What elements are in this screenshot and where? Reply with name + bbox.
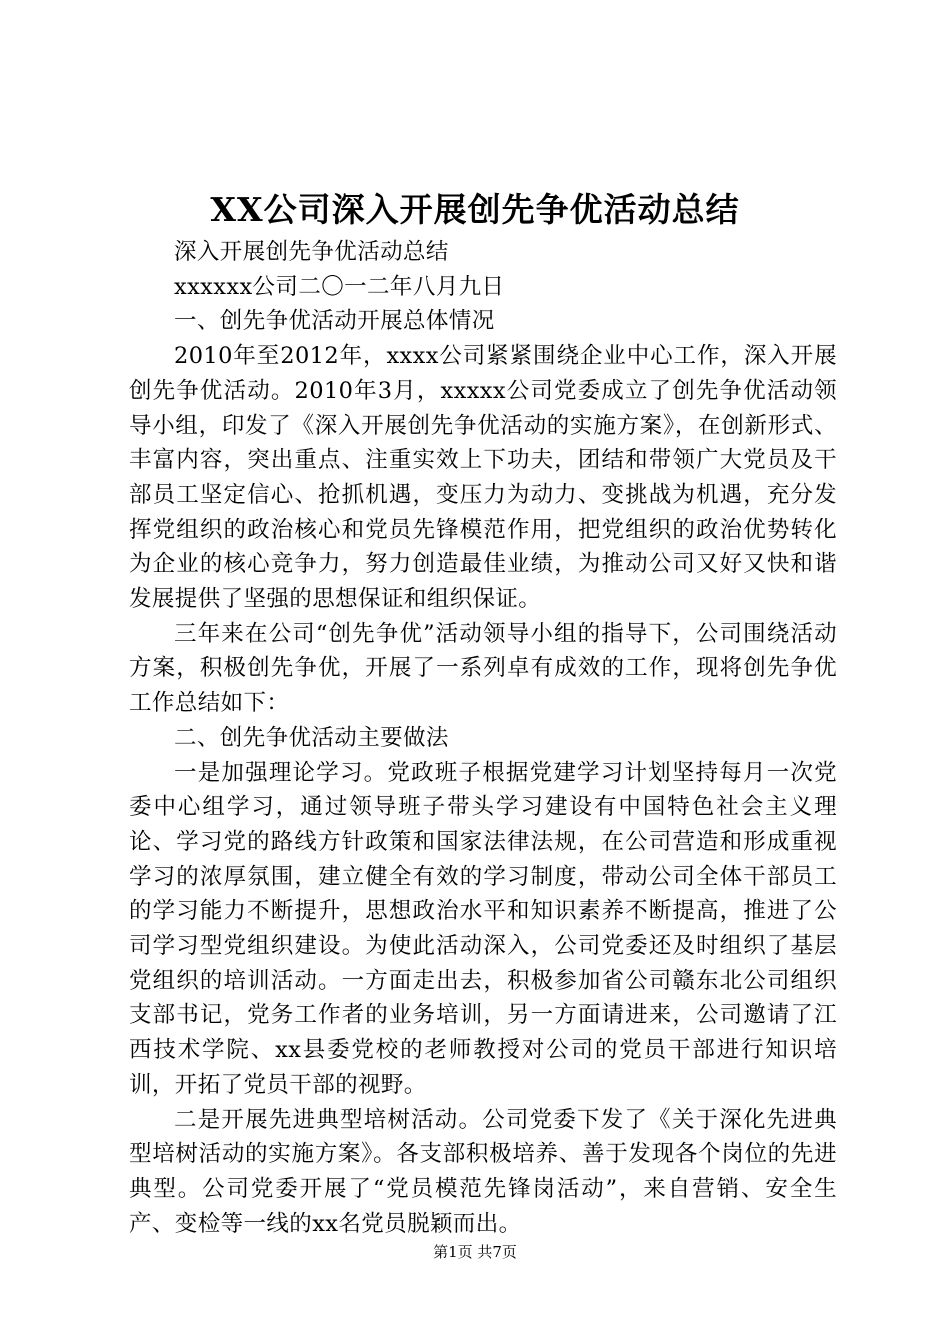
- document-title: XX公司深入开展创先争优活动总结: [210, 190, 740, 229]
- subtitle-line: 深入开展创先争优活动总结: [174, 239, 449, 265]
- page-indicator: 第1页 共7页: [433, 1243, 517, 1261]
- section-heading-2: 二、创先争优活动主要做法: [174, 724, 449, 751]
- document-body: [129, 235, 837, 1241]
- body-paragraph: 三年来在公司“创先争优”活动领导小组的指导下，公司围绕活动方案，积极创先争优，开展了一系列卓有成效的工作，现将创先争优工作总结如下：: [129, 620, 837, 717]
- date-line: xxxxxx公司二〇一二年八月九日: [174, 273, 505, 300]
- body-paragraph: 二是开展先进典型培树活动。公司党委下发了《关于深化先进典型培树活动的实施方案》。各支部积极培养、善于发现各个岗位的先进典型。公司党委开展了“党员模范先锋岗活动”，来自营销、安全生产、变检等一线的xx名党员脱颖而出。: [129, 1106, 837, 1237]
- body-paragraph: 一是加强理论学习。党政班子根据党建学习计划坚持每月一次党委中心组学习，通过领导班子带头学习建设有中国特色社会主义理论、学习党的路线方针政策和国家法律法规，在公司营造和形成重视学习的浓厚氛围，建立健全有效的学习制度，带动公司全体干部员工的学习能力不断提升，思想政治水平和知识素养不断提高，推进了公司学习型党组织建设。为使此活动深入，公司党委还及时组织了基层党组织的培训活动。一方面走出去，积极参加省公司赣东北公司组织支部书记，党务工作者的业务培训，另一方面请进来，公司邀请了江西技术学院、xx县委党校的老师教授对公司的党员干部进行知识培训，开拓了党员干部的视野。: [129, 759, 837, 1098]
- section-heading-1: 一、创先争优活动开展总体情况: [174, 308, 495, 335]
- body-paragraph: 2010年至2012年，xxxx公司紧紧围绕企业中心工作，深入开展创先争优活动。2010年3月，xxxxx公司党委成立了创先争优活动领导小组，印发了《深入开展创先争优活动的实施方案》，在创新形式、丰富内容，突出重点、注重实效上下功夫，团结和带领广大党员及干部员工坚定信心、抢抓机遇，变压力为动力、变挑战为机遇，充分发挥党组织的政治核心和党员先锋模范作用，把党组织的政治优势转化为企业的核心竞争力，努力创造最佳业绩，为推动公司又好又快和谐发展提供了坚强的思想保证和组织保证。: [129, 343, 837, 613]
